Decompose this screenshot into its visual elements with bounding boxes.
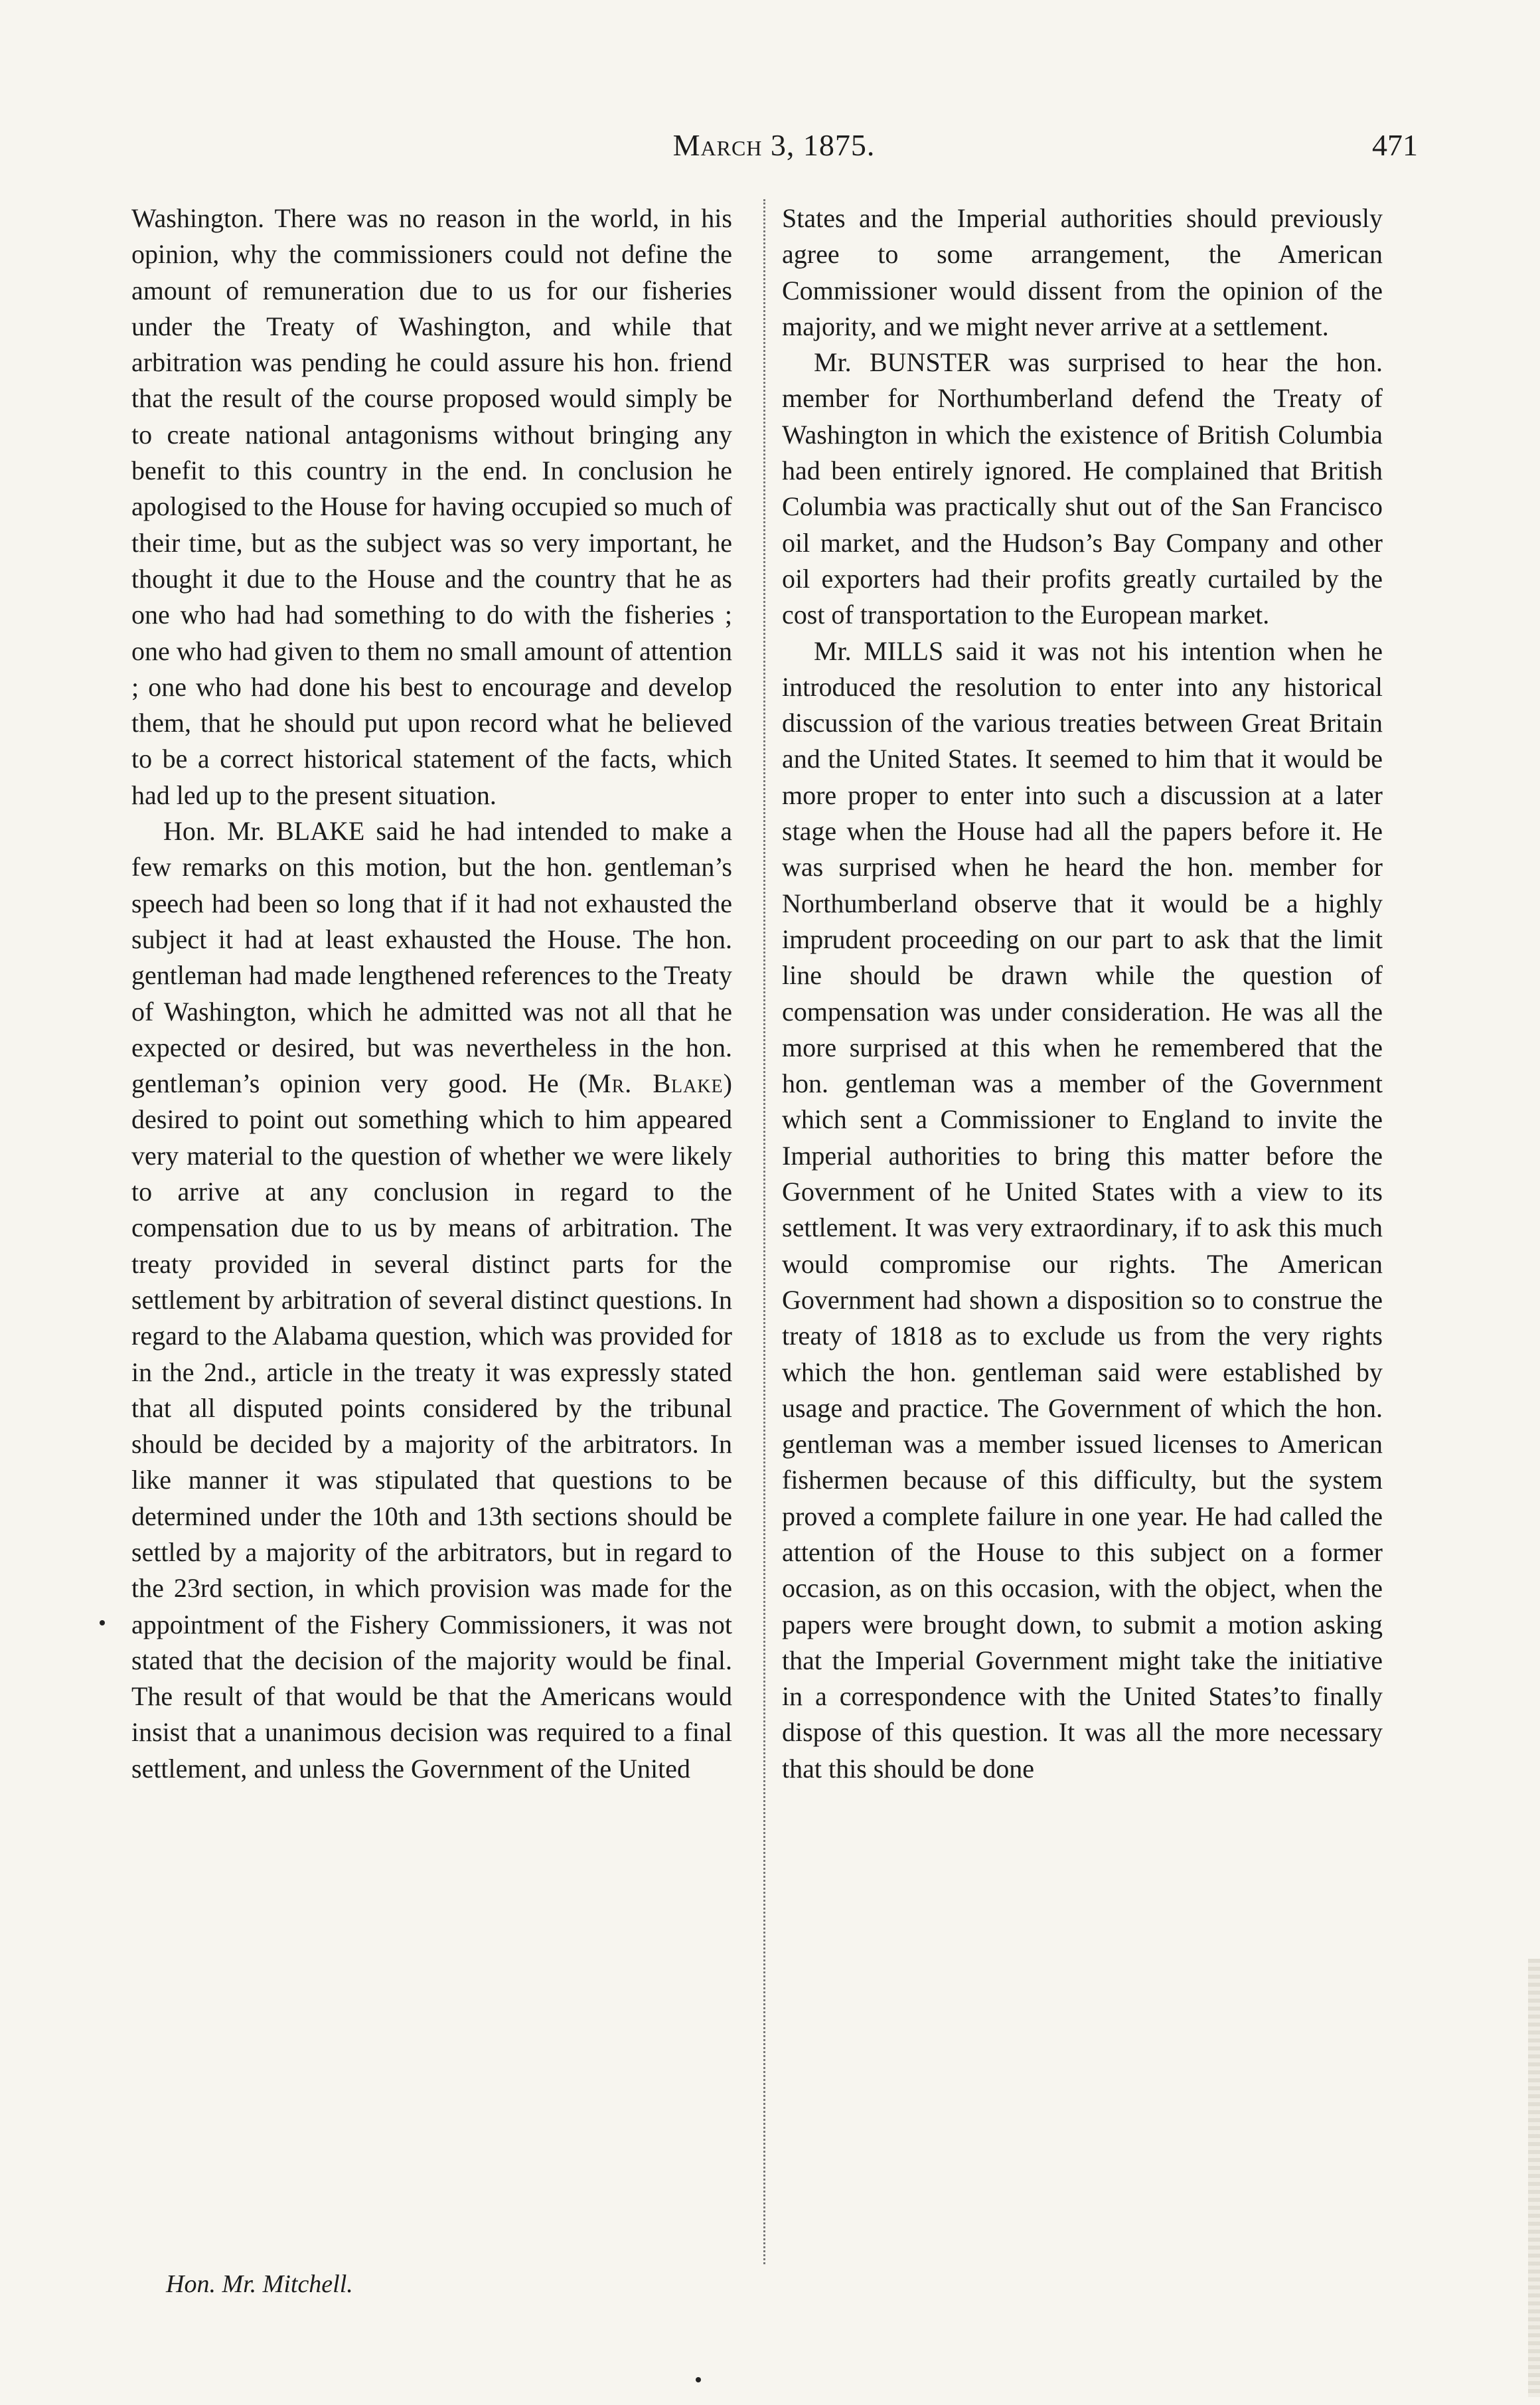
right-paragraph-1: States and the Imperial authorities should previously agree to some arrangement, the American Commissioner would dissent from the opinion of the majority, and we might never arrive at a settlement.: [782, 203, 1383, 341]
paragraph-text: ) desired to point out something which to him appeared very material to the question of whether we were likely to arrive at any conclusion in regard to the compensation due to us by means of arbitration. The treaty provided in several distinct parts for the settlement by arbitration of several distinct questions. In regard to the Alabama question, which was provided for in the 2nd., article in the treaty it was expressly stated that all disputed points considered by the tribunal should be decided by a majority of the arbitrators. In like manner it was stipulated that questions to be determined under the 10th and 13th sections should be settled by a majority of the arbitrators, but in regard to the 23rd section, in which provision was made for the appointment of the Fishery Commissioners, it was not stated that the decision of the majority would be final. The result of that would be that the Americans would insist that a unanimous decision was required to a final settlement, and unless the Government of the United: [131, 1068, 732, 1783]
stray-mark: [100, 1620, 105, 1625]
left-paragraph-2: [131, 813, 732, 1787]
left-column: [131, 201, 732, 1787]
speaker-name: Mr. MILLS: [814, 635, 944, 666]
paragraph-text: was surprised to hear the hon. member for Northumberland defend the Treaty of Washington in which the existence of British Columbia had been entirely ignored. He complained that British Columbia was practically shut out of the San Francisco oil market, and the Hudson’s Bay Company and other oil exporters had their profits greatly curtailed by the cost of transportation to the European market.: [782, 347, 1383, 630]
speaker-name: Hon. Mr. BLAKE: [163, 816, 365, 847]
page-number: 471: [1372, 128, 1418, 162]
column-divider: [763, 199, 765, 2264]
right-paragraph-2: [782, 345, 1383, 633]
speaker-reference: Mr. Blake: [587, 1068, 724, 1099]
page-date: March 3, 1875.: [672, 128, 876, 162]
right-column: [782, 201, 1383, 1787]
left-paragraph-1: Washington. There was no reason in the world, in his opinion, why the commissioners could not define the amount of remuneration due to us for our fisheries under the Treaty of Washington, and while that arbitration was pending he could assure his hon. friend that the result of the course proposed would simply be to create national antagonisms without bringing any benefit to this country in the end. In conclusion he apologised to the House for having occupied so much of their time, but as the subject was so very important, he thought it due to the House and the country that he as one who had had something to do with the fisheries ; one who had given to them no small amount of attention ; one who had done his best to encourage and develop them, that he should put upon record what he believed to be a correct historical statement of the facts, which had led up to the present situation.: [131, 203, 732, 810]
paragraph-text: said it was not his intention when he introduced the resolution to enter into any historical discussion of the various treaties between Great Britain and the United States. It seemed to him that it would be more proper to enter into such a discussion at a later stage when the House had all the papers before it. He was surprised when he heard the hon. member for Northumberland observe that it would be a highly imprudent proceeding on our part to ask that the limit line should be drawn while the question of compensation was under consideration. He was all the more surprised at this when he remembered that the hon. gentleman was a member of the Government which sent a Commissioner to England to invite the Imperial authorities to bring this matter before the Government of he United States with a view to its settlement. It was very extraordinary, if to ask this much would compromise our rights. The American Government had shown a disposition so to construe the treaty of 1818 as to exclude us from the very rights which the hon. gentleman said were established by usage and practice. The Government of which the hon. gentleman was a member issued licenses to American fishermen because of this difficulty, but the system proved a complete failure in one year. He had called the attention of the House to this subject on a former occasion, as on this occasion, with the object, when the papers were brought down, to submit a motion asking that the Imperial Government might take the initiative in a correspondence with the United States’to finally dispose of this question. It was all the more necessary that this should be done: [782, 635, 1383, 1783]
page-edge-shadow: [1528, 1959, 1540, 2397]
paragraph-text: said he had intended to make a few remarks on this motion, but the hon. gentleman’s speech had been so long that if it had not exhausted the subject it had at least exhausted the House. The hon. gentleman had made lengthened references to the Treaty of Washington, which he admitted was not all that he expected or desired, but was nevertheless in the hon. gentleman’s opinion very good. He (: [131, 816, 732, 1099]
page-header: [130, 127, 1418, 174]
page-footer-signature: Hon. Mr. Mitchell.: [166, 2270, 353, 2298]
right-paragraph-3: [782, 633, 1383, 1787]
stray-mark: [696, 2377, 701, 2382]
speaker-name: Mr. BUNSTER: [814, 347, 991, 378]
